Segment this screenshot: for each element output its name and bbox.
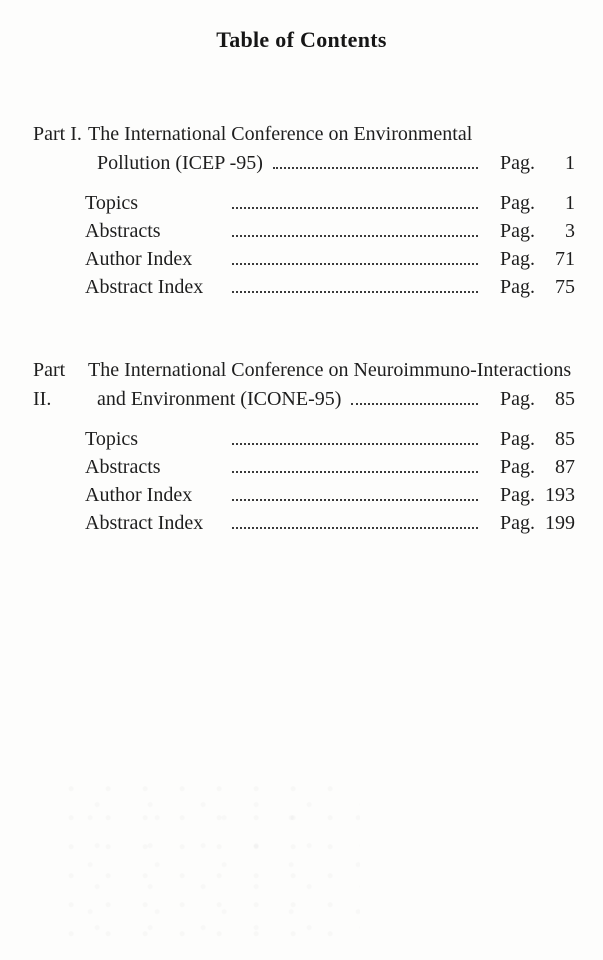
part-title-line1: The International Conference on Environmental <box>88 123 473 145</box>
toc-entry-label: Abstracts <box>85 456 161 478</box>
dot-leader <box>232 527 478 529</box>
toc-section-part-1 <box>0 120 603 301</box>
toc-entry-abstract-index <box>85 273 575 301</box>
part-title <box>88 120 575 178</box>
dot-leader <box>232 263 478 265</box>
toc-items <box>0 425 603 537</box>
part-title-line2-text: Pollution (ICEP -95) <box>97 152 263 174</box>
part-heading <box>0 120 603 178</box>
pag-label: Pag. <box>500 276 535 298</box>
dot-leader <box>273 167 478 169</box>
dot-leader <box>351 403 478 405</box>
toc-entry-topics <box>85 425 575 453</box>
page-number: 1 <box>565 152 575 174</box>
toc-entry-label: Topics <box>85 192 139 214</box>
page-number: 85 <box>555 428 575 450</box>
pag-label: Pag. <box>500 248 535 270</box>
dot-leader <box>232 499 478 501</box>
toc-entry-label: Author Index <box>85 248 193 270</box>
dot-leader <box>232 207 478 209</box>
page-number: 75 <box>555 276 575 298</box>
toc-section-part-2 <box>0 356 603 537</box>
pag-label: Pag. <box>500 192 535 214</box>
toc-entry-label: Abstract Index <box>85 512 204 534</box>
page-number: 71 <box>555 248 575 270</box>
dot-leader <box>232 443 478 445</box>
toc-entry-label: Abstracts <box>85 220 161 242</box>
toc-entry-label: Author Index <box>85 484 193 506</box>
toc-entry-abstracts <box>85 217 575 245</box>
toc-entry-label: Abstract Index <box>85 276 204 298</box>
toc-items <box>0 189 603 301</box>
page-number: 193 <box>545 484 575 506</box>
pag-label: Pag. <box>500 152 535 174</box>
dot-leader <box>232 235 478 237</box>
part-title-line2 <box>88 385 575 414</box>
scan-noise-artifact <box>60 780 360 950</box>
page-number: 199 <box>545 512 575 534</box>
part-title <box>88 356 575 414</box>
pag-label: Pag. <box>500 512 535 534</box>
toc-entry-author-index <box>85 481 575 509</box>
dot-leader <box>232 291 478 293</box>
part-heading <box>0 356 603 414</box>
toc-entry-abstract-index <box>85 509 575 537</box>
page-number: 85 <box>555 388 575 410</box>
page-number: 87 <box>555 456 575 478</box>
page-number: 3 <box>565 220 575 242</box>
toc-entry-abstracts <box>85 453 575 481</box>
pag-label: Pag. <box>500 484 535 506</box>
part-label: Part II. <box>33 359 66 410</box>
pag-label: Pag. <box>500 428 535 450</box>
page-title: Table of Contents <box>216 27 387 52</box>
dot-leader <box>232 471 478 473</box>
part-title-line1: The International Conference on Neuroimmuno-Interactions <box>88 359 572 381</box>
pag-label: Pag. <box>500 220 535 242</box>
toc-entry-author-index <box>85 245 575 273</box>
part-title-line2 <box>88 149 575 178</box>
page-number: 1 <box>565 192 575 214</box>
toc-entry-label: Topics <box>85 428 139 450</box>
pag-label: Pag. <box>500 388 535 410</box>
part-title-line2-text: and Environment (ICONE-95) <box>97 388 342 410</box>
part-label: Part I. <box>33 123 82 145</box>
toc-entry-topics <box>85 189 575 217</box>
pag-label: Pag. <box>500 456 535 478</box>
